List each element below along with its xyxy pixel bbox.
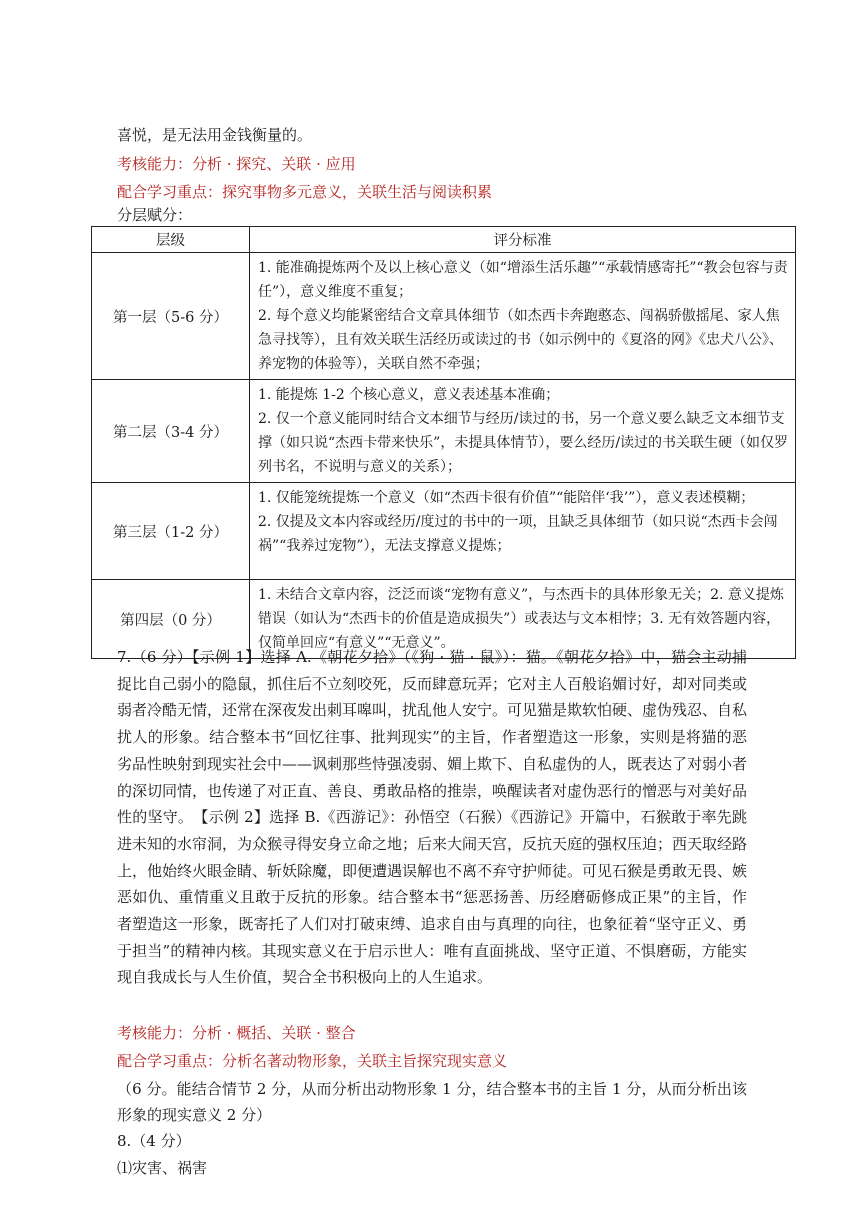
q6-focus: 配合学习重点：探究事物多元意义，关联生活与阅读积累: [117, 183, 493, 201]
table-header-row: [92, 227, 796, 253]
criteria-cell: [250, 253, 796, 380]
table-row: [92, 483, 796, 580]
criteria-item: 1. 仅能笼统提炼一个意义（如“杰西卡很有价值”“能陪伴‘我’”），意义表述模糊；: [258, 490, 755, 506]
q8-title: 8.（4 分）: [117, 1132, 191, 1150]
q8-item-1: ⑴灾害、祸害: [117, 1159, 208, 1177]
criteria-cell: [250, 380, 796, 483]
q7-answer: 7.（6 分）【示例 1】选择 A.《朝花夕拾》（《狗 · 猫 · 鼠》）：猫。《朝花夕拾》中，猫会主动捕捉比自己弱小的隐鼠，抓住后不立刻咬死，反而肆意玩弄；它对主人百般谄媚讨好，却对同类或弱者冷酷无情，还常在深夜发出刺耳嗥叫，扰乱他人安宁。可见猫是欺软怕硬、虚伪残忍、自私扰人的形象。结合整本书“回忆往事、批判现实”的主旨，作者塑造这一形象，实则是将猫的恶劣品性映射到现实社会中——讽刺那些恃强凌弱、媚上欺下、自私虚伪的人，既表达了对弱小者的深切同情，也传递了对正直、善良、勇敢品格的推崇，唤醒读者对虚伪恶行的憎恶与对美好品性的坚守。 【示例 2】选择 B.《西游记》：孙悟空（石猴）《西游记》开篇中，石猴敢于率先跳进未知的水帘洞，为众猴寻得安身立命之地；后来大闹天宫，反抗天庭的强权压迫；西天取经路上，他始终火眼金睛、斩妖除魔，即便遭遇误解也不离不弃守护师徒。可见石猴是勇敢无畏、嫉恶如仇、重情重义且敢于反抗的形象。结合整本书“惩恶扬善、历经磨砺修成正果”的主旨，作者塑造这一形象，既寄托了人们对打破束缚、追求自由与真理的向往，也象征着“坚守正义、勇于担当”的精神内核。其现实意义在于启示世人：唯有直面挑战、坚守正道、不惧磨砺，方能实现自我成长与人生价值，契合全书积极向上的人生追求。: [117, 648, 748, 987]
q7-score-note: （6 分。能结合情节 2 分，从而分析出动物形象 1 分，结合整本书的主旨 1 分，从而分析出该形象的现实意义 2 分）: [117, 1080, 747, 1124]
scoring-rubric-table: [91, 226, 796, 659]
table-row: [92, 253, 796, 380]
header-level: 层级: [92, 227, 250, 253]
criteria-item: 2. 每个意义均能紧密结合文章具体细节（如杰西卡奔跑憨态、闯祸骄傲摇尾、家人焦急寻找等），且有效关联生活经历或读过的书（如示例中的《夏洛的网》《忠犬八公》、养宠物的体验等），关联自然不牵强；: [258, 308, 783, 372]
q6-ability: 考核能力：分析 · 探究、关联 · 应用: [117, 155, 356, 173]
criteria-item: 2. 仅一个意义能同时结合文本细节与经历/读过的书，另一个意义要么缺乏文本细节支撑（如只说“杰西卡带来快乐”，未提具体情节），要么经历/读过的书关联生硬（如仅罗列书名，不说明与意义的关系）；: [258, 411, 789, 475]
level-cell: 第三层（1-2 分）: [92, 483, 250, 580]
table-row: [92, 380, 796, 483]
criteria-cell: [250, 483, 796, 580]
criteria-item: 2. 仅提及文本内容或经历/度过的书中的一项，且缺乏具体细节（如只说“杰西卡会闯祸”“我养过宠物”），无法支撑意义提炼；: [258, 514, 778, 554]
criteria-item: 1. 能提炼 1-2 个核心意义，意义表述基本准确；: [258, 387, 560, 403]
level-cell: 第一层（5-6 分）: [92, 253, 250, 380]
intro-line: 喜悦，是无法用金钱衡量的。: [117, 126, 313, 144]
q7-ability: 考核能力：分析 · 概括、关联 · 整合: [117, 1024, 356, 1042]
level-cell: 第四层（0 分）: [92, 580, 250, 659]
criteria-item: 1. 未结合文章内容，泛泛而谈“宠物有意义”，与杰西卡的具体形象无关；2. 意义提炼错误（如认为“杰西卡的价值是造成损失”）或表达与文本相悖；3. 无有效答题内容，仅简单回应“有意义”“无意义”。: [258, 587, 784, 651]
q6-layer-title: 分层赋分：: [117, 206, 193, 224]
q7-focus: 配合学习重点：分析名著动物形象，关联主旨探究现实意义: [117, 1052, 508, 1070]
level-cell: 第二层（3-4 分）: [92, 380, 250, 483]
header-criteria: 评分标准: [250, 227, 796, 253]
criteria-item: 1. 能准确提炼两个及以上核心意义（如“增添生活乐趣”“承载情感寄托”“教会包容与责任”），意义维度不重复；: [258, 260, 788, 300]
